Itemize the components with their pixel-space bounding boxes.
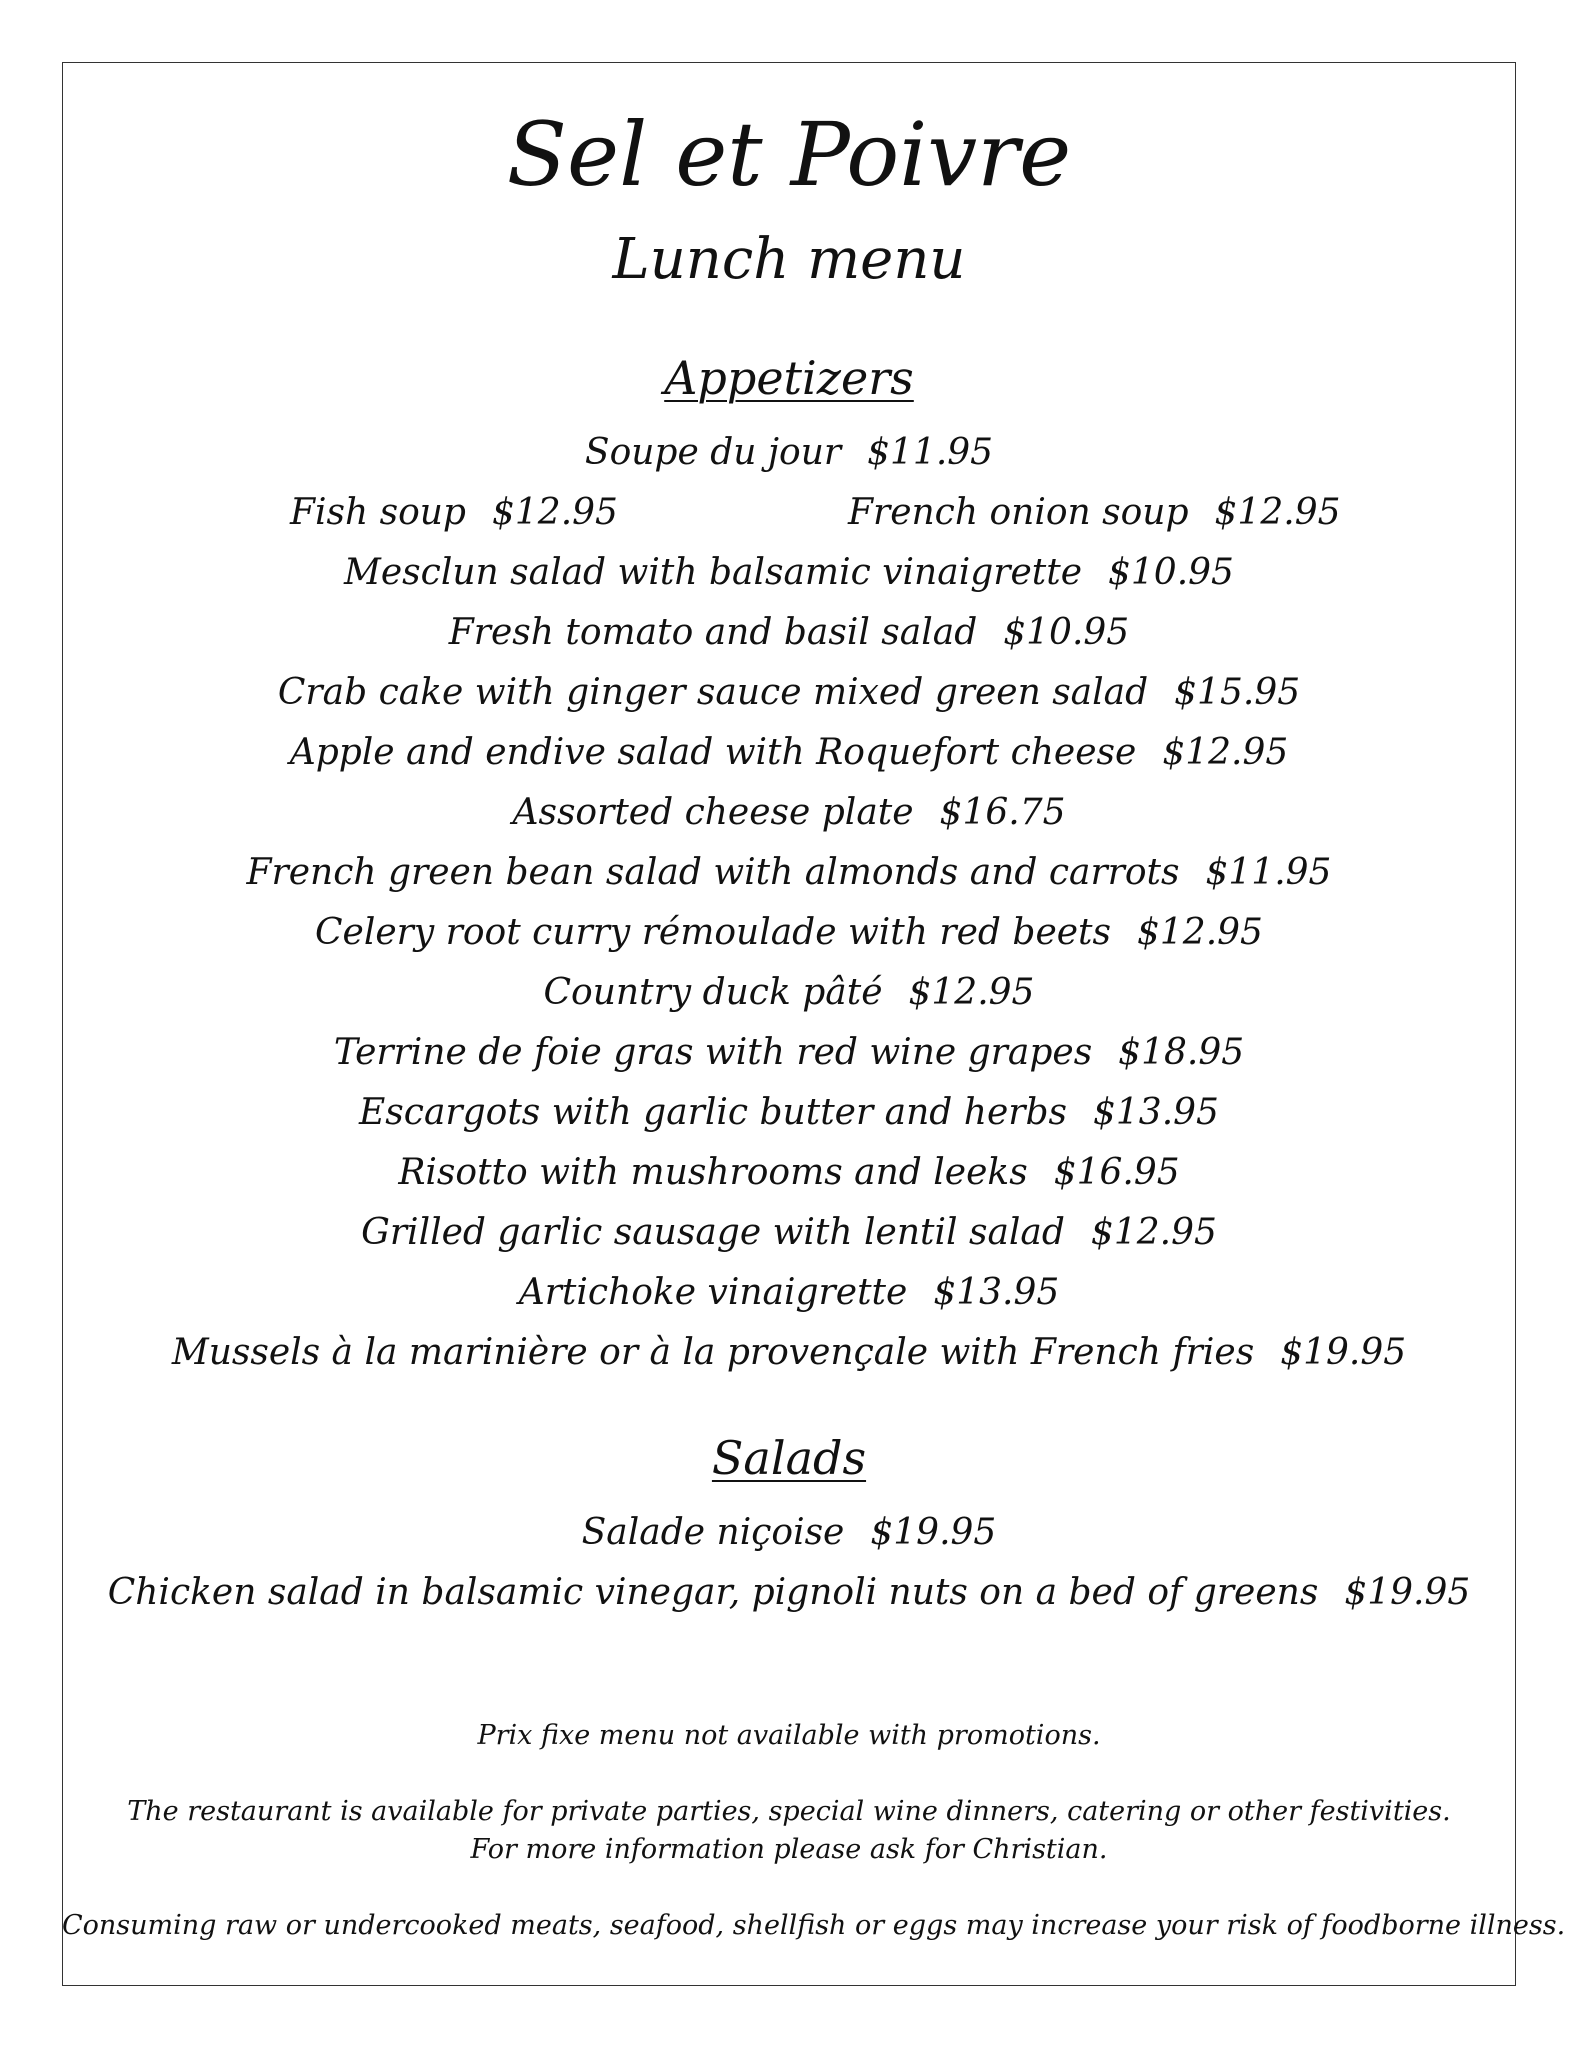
item-price: $16.95	[1053, 1152, 1180, 1193]
prix-fixe-note: Prix fixe menu not available with promotions.	[477, 1720, 1101, 1751]
item-price: $11.95	[867, 432, 994, 473]
item-name: Escargots with garlic butter and herbs	[359, 1092, 1067, 1133]
item-name: Artichoke vinaigrette	[518, 1272, 908, 1313]
menu-item	[62, 908, 1516, 958]
menu-item	[62, 1508, 1516, 1558]
item-price: $12.95	[1162, 732, 1289, 773]
item-name: Country duck pâté	[543, 972, 883, 1013]
item-name: Apple and endive salad with Roquefort cheese	[289, 732, 1137, 773]
menu-item	[62, 428, 1516, 478]
item-name: Terrine de foie gras with red wine grapes	[333, 1032, 1093, 1073]
menu-item	[848, 488, 1341, 538]
item-price: $18.95	[1118, 1032, 1245, 1073]
item-price: $12.95	[1214, 492, 1341, 533]
item-price: $15.95	[1174, 672, 1301, 713]
item-price: $12.95	[908, 972, 1035, 1013]
item-price: $10.95	[1108, 552, 1234, 593]
item-name: Mesclun salad with balsamic vinaigrette	[344, 552, 1082, 593]
more-info-note: For more information please ask for Christian.	[470, 1834, 1108, 1865]
item-name: Risotto with mushrooms and leeks	[398, 1152, 1028, 1193]
menu-item	[62, 848, 1516, 898]
salads-heading: Salads	[711, 1431, 867, 1485]
item-price: $16.75	[939, 792, 1066, 833]
menu-item	[62, 548, 1516, 598]
menu-item	[62, 728, 1516, 778]
item-price: $13.95	[1092, 1092, 1219, 1133]
menu-subtitle: Lunch menu	[612, 227, 966, 292]
appetizers-heading: Appetizers	[664, 351, 914, 405]
menu-item	[62, 668, 1516, 718]
item-name: Assorted cheese plate	[512, 792, 914, 833]
menu-item	[62, 1268, 1516, 1318]
item-price: $12.95	[1090, 1212, 1217, 1253]
item-name: Celery root curry rémoulade with red beets	[315, 912, 1111, 953]
item-name: Chicken salad in balsamic vinegar, pignoli nuts on a bed of greens	[107, 1572, 1319, 1613]
private-parties-note: The restaurant is available for private parties, special wine dinners, catering or other festivities.	[127, 1796, 1451, 1827]
item-name: French onion soup	[848, 492, 1189, 533]
menu-item	[290, 488, 618, 538]
item-price: $19.95	[870, 1512, 997, 1553]
item-name: Fish soup	[290, 492, 466, 533]
item-name: Crab cake with ginger sauce mixed green salad	[277, 672, 1149, 713]
menu-item	[62, 1208, 1516, 1258]
item-name: Grilled garlic sausage with lentil salad	[361, 1212, 1065, 1253]
menu-item	[62, 1088, 1516, 1138]
menu-item	[62, 1148, 1516, 1198]
item-name: Soupe du jour	[584, 432, 842, 473]
item-name: French green bean salad with almonds and carrots	[246, 852, 1180, 893]
menu-item	[62, 968, 1516, 1018]
restaurant-name: Sel et Poivre	[506, 103, 1072, 206]
menu-item	[62, 1028, 1516, 1078]
item-price: $19.95	[1344, 1572, 1471, 1613]
item-price: $12.95	[1137, 912, 1263, 953]
item-price: $11.95	[1205, 852, 1332, 893]
item-name: Salade niçoise	[581, 1512, 845, 1553]
item-price: $12.95	[491, 492, 618, 533]
item-price: $19.95	[1280, 1332, 1407, 1373]
item-price: $10.95	[1003, 612, 1130, 653]
item-name: Mussels à la marinière or à la provençale with French fries	[171, 1332, 1255, 1373]
food-safety-warning: Consuming raw or undercooked meats, seafood, shellfish or eggs may increase your risk of foodborne illness.	[62, 1910, 1566, 1941]
item-price: $13.95	[933, 1272, 1060, 1313]
menu-item	[62, 1568, 1516, 1618]
menu-item	[62, 608, 1516, 658]
item-name: Fresh tomato and basil salad	[448, 612, 978, 653]
menu-item	[62, 788, 1516, 838]
menu-item	[62, 1328, 1516, 1378]
